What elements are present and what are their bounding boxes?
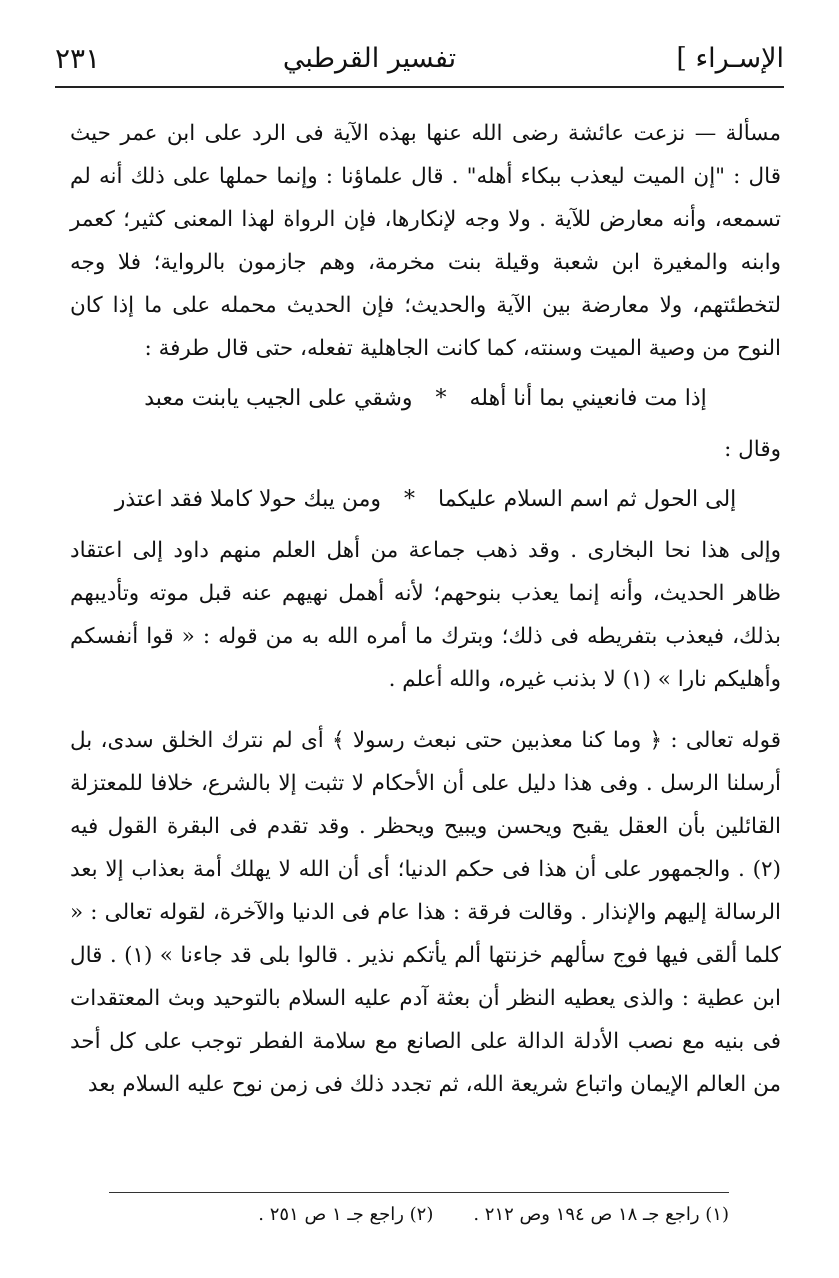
verse-separator-star: * [404,487,416,512]
and-said-label: وقال : [724,437,781,462]
poetry-verse-second [70,477,781,523]
verse-separator-star: * [435,386,447,411]
footnote-1: (١) راجع جـ ١٨ ص ١٩٤ وص ٢١٢ . [473,1204,729,1225]
paragraph-commentary: قوله تعالى : ﴿ وما كنا معذبين حتى نبعث رسولا ﴾ أى لم نترك الخلق سدى، بل أرسلنا الرسل . وفى هذا دليل على أن الأحكام لا تثبت إلا بالشرع، خلافا للمعتزلة القائلين بأن العقل يقبح ويحسن ويبيح ويحظر . وقد تقدم فى البقرة القول فيه (٢) . والجمهور على أن هذا فى حكم الدنيا؛ أى أن الله لا يهلك أمة بعذاب إلا بعد الرسالة إليهم والإنذار . وقالت فرقة : هذا عام فى الدنيا والآخرة، لقوله تعالى : « كلما ألقى فيها فوج سألهم خزنتها ألم يأتكم نذير . قالوا بلى قد جاءنا » (١) . قال ابن عطية : والذى يعطيه النظر أن بعثة آدم عليه السلام بالتوحيد وبث المعتقدات فى بنيه مع نصب الأدلة الدالة على الصانع مع سلامة الفطر توجب على كل أحد من العالم الإيمان واتباع شريعة الله، ثم تجدد ذلك فى زمن نوح عليه السلام بعد [70,728,781,1097]
verse-first-hemistich: إلى الحول ثم اسم السلام عليكما [438,487,737,512]
running-header [55,38,784,78]
paragraph-gap [70,701,781,719]
page-number: ٢٣١ [55,41,101,75]
footnote-rule [109,1192,729,1193]
book-title: تفسير القرطبي [282,42,457,74]
verse-second-hemistich: ومن يبك حولا كاملا فقد اعتذر [114,487,382,512]
verse-second-hemistich: وشقي على الجيب يابنت معبد [144,386,413,411]
header-rule [55,86,784,88]
paragraph-masala: مسألة — نزعت عائشة رضى الله عنها بهذه الآية فى الرد على ابن عمر حيث قال : "إن الميت ليعذب ببكاء أهله" . قال علماؤنا : وإنما حملها على ذلك أنه لم تسمعه، وأنه معارض للآية . ولا وجه لإنكارها، فإن الرواة لهذا المعنى كثير؛ كعمر وابنه والمغيرة ابن شعبة وقيلة بنت مخرمة، وهم جازمون بالرواية؛ فلا وجه لتخطئتهم، ولا معارضة بين الآية والحديث؛ فإن الحديث محمله على ما إذا كان النوح من وصية الميت وسنته، كما كانت الجاهلية تفعله، حتى قال طرفة : [70,121,781,361]
main-text [70,112,781,1106]
footnote-2: (٢) راجع جـ ١ ص ٢٥١ . [258,1204,434,1225]
verse-first-hemistich: إذا مت فانعيني بما أنا أهله [469,386,707,411]
paragraph-bukhari: وإلى هذا نحا البخارى . وقد ذهب جماعة من أهل العلم منهم داود إلى اعتقاد ظاهر الحديث، وأنه إنما يعذب بنوحهم؛ لأنه أهمل نهيهم عنه قبل موته وتأديبهم بذلك، فيعذب بتفريطه فى ذلك؛ وبترك ما أمره الله به من قوله : « قوا أنفسكم وأهليكم نارا » (١) لا بذنب غيره، والله أعلم . [70,538,781,692]
surah-name: الإسـراء ] [676,42,784,74]
footnotes [110,1204,729,1225]
poetry-verse-tarafa [70,376,781,422]
